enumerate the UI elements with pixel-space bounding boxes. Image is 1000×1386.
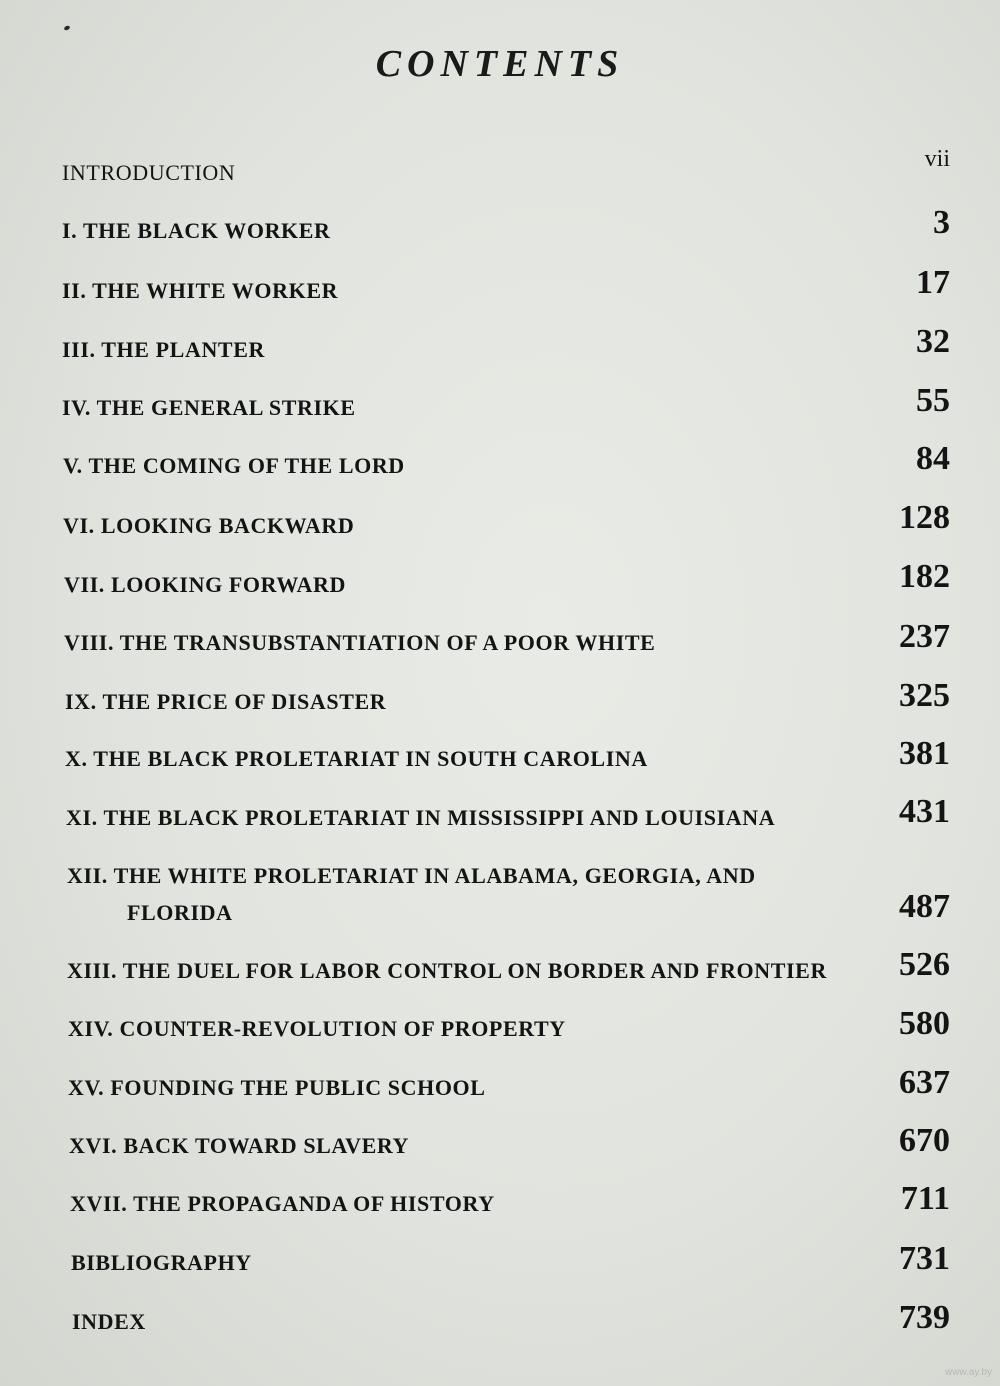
toc-entry-title: XIII. THE DUEL FOR LABOR CONTROL ON BORDER AND FRONTIER: [67, 958, 827, 983]
toc-entry-page: 55: [916, 382, 950, 419]
page-title: CONTENTS: [375, 43, 625, 85]
toc-entry-title: II. THE WHITE WORKER: [62, 278, 339, 303]
toc-entry-page: vii: [924, 146, 950, 172]
toc-entry-page: 670: [899, 1122, 950, 1159]
toc-entry-title: IX. THE PRICE OF DISASTER: [65, 689, 387, 714]
toc-entry-page: 182: [899, 558, 950, 595]
toc-entry-page: 32: [916, 323, 950, 360]
toc-entry-title: XV. FOUNDING THE PUBLIC SCHOOL: [68, 1075, 486, 1100]
ink-spot: [63, 25, 70, 31]
toc-entry-page: 711: [900, 1180, 950, 1217]
toc-entry-title: XVII. THE PROPAGANDA OF HISTORY: [70, 1191, 495, 1216]
toc-entry-page: 487: [899, 888, 950, 925]
toc-entry-title: VII. LOOKING FORWARD: [64, 572, 346, 597]
toc-entry-page: 526: [899, 946, 950, 983]
toc-entry-page: 739: [899, 1299, 950, 1336]
toc-entry-page: 580: [899, 1005, 950, 1042]
toc-entry-page: 17: [916, 264, 950, 301]
toc-entry-title: III. THE PLANTER: [62, 337, 265, 362]
toc-entry-page: 637: [899, 1064, 950, 1101]
toc-entry-title: IV. THE GENERAL STRIKE: [62, 395, 356, 420]
toc-entry-title-continuation: FLORIDA: [127, 900, 233, 925]
toc-entry-page: 128: [899, 499, 950, 536]
toc-entry-title: XIV. COUNTER-REVOLUTION OF PROPERTY: [68, 1016, 566, 1041]
toc-entry-page: 237: [899, 618, 950, 655]
toc-entry-title: BIBLIOGRAPHY: [71, 1250, 252, 1275]
toc-entry-title: X. THE BLACK PROLETARIAT IN SOUTH CAROLINA: [65, 746, 648, 771]
toc-entry-title: XVI. BACK TOWARD SLAVERY: [69, 1133, 410, 1158]
toc-entry-title: I. THE BLACK WORKER: [62, 218, 331, 243]
toc-entry-title: XI. THE BLACK PROLETARIAT IN MISSISSIPPI AND LOUISIANA: [66, 805, 776, 830]
toc-entry-page: 431: [899, 793, 950, 830]
toc-entry-page: 325: [899, 677, 950, 714]
watermark: www.ay.by: [944, 1367, 992, 1378]
toc-entry-title: V. THE COMING OF THE LORD: [63, 453, 405, 478]
toc-entry-page: 381: [899, 735, 950, 772]
toc-entry-page: 84: [916, 440, 950, 477]
toc-entry-page: 3: [933, 204, 950, 241]
toc-entry-title: VIII. THE TRANSUBSTANTIATION OF A POOR WHITE: [64, 630, 656, 655]
toc-entry-title: VI. LOOKING BACKWARD: [63, 513, 355, 538]
toc-entry-title: XII. THE WHITE PROLETARIAT IN ALABAMA, GEORGIA, AND: [67, 863, 756, 888]
toc-entry-title: INDEX: [72, 1309, 146, 1334]
toc-entry-title: INTRODUCTION: [62, 160, 236, 185]
toc-entry-page: 731: [899, 1240, 950, 1277]
